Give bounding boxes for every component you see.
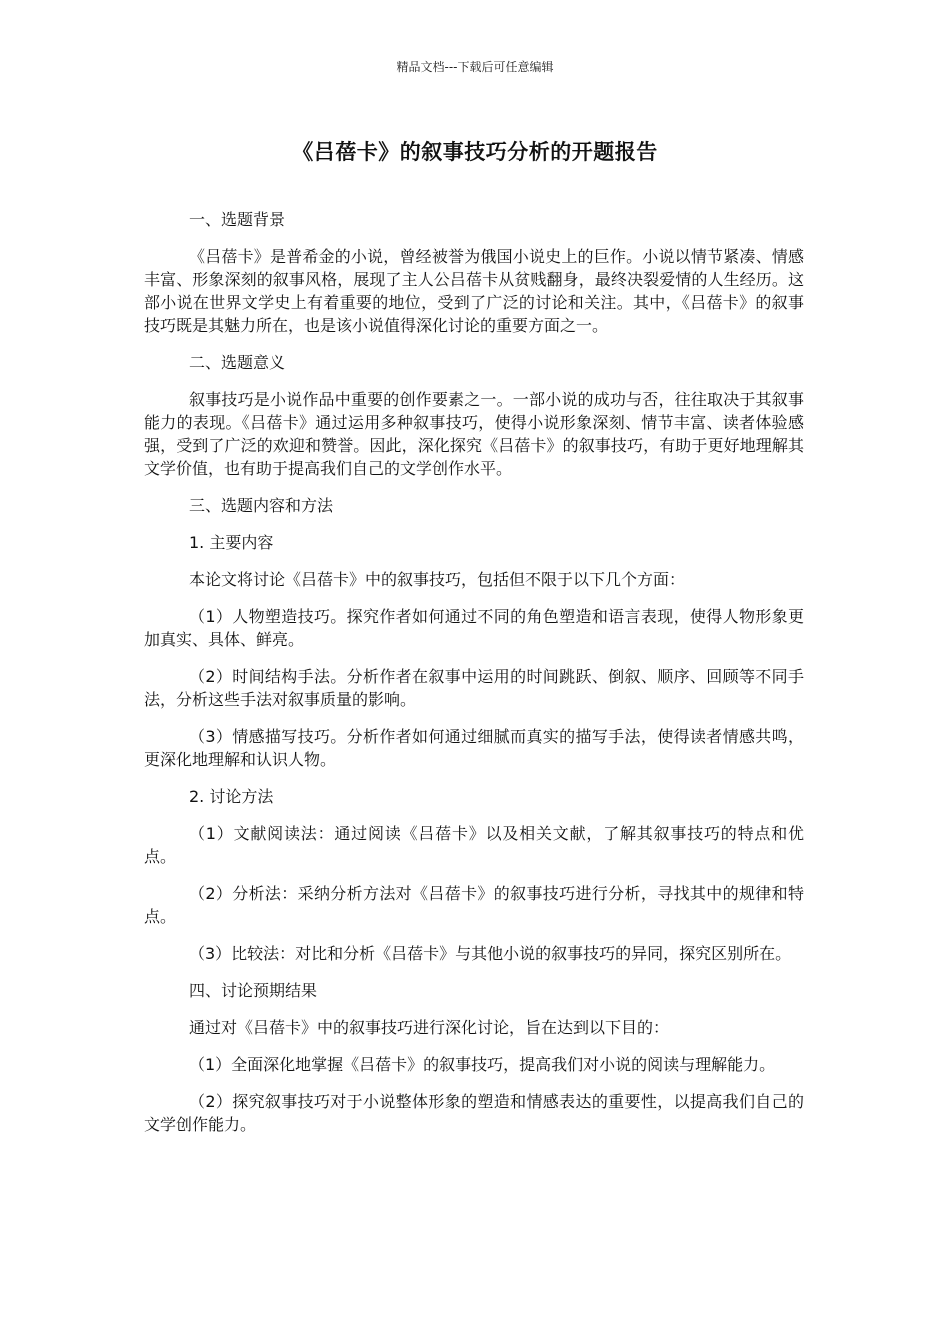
paragraph-significance: 叙事技巧是小说作品中重要的创作要素之一。一部小说的成功与否，往往取决于其叙事能力的表现。《吕蓓卡》通过运用多种叙事技巧，使得小说形象深刻、情节丰富、读者体验感强，受到了广泛的欢迎和赞誉。因此，深化探究《吕蓓卡》的叙事技巧，有助于更好地理解其文学价值，也有助于提高我们自己的文学创作水平。 (144, 390, 804, 478)
list-item: （3）情感描写技巧。分析作者如何通过细腻而真实的描写手法，使得读者情感共鸣，更深化地理解和认识人物。 (144, 727, 804, 769)
section-heading-content-methods: 三、选题内容和方法 (189, 496, 334, 515)
list-item: （3）比较法：对比和分析《吕蓓卡》与其他小说的叙事技巧的异同，探究区别所在。 (189, 944, 792, 963)
page-header: 精品文档---下载后可任意编辑 (396, 60, 554, 74)
list-item: （1）文献阅读法：通过阅读《吕蓓卡》以及相关文献，了解其叙事技巧的特点和优点。 (144, 824, 804, 866)
list-item: （2）时间结构手法。分析作者在叙事中运用的时间跳跃、倒叙、顺序、回顾等不同手法，分析这些手法对叙事质量的影响。 (144, 667, 804, 709)
list-item: （2）分析法：采纳分析方法对《吕蓓卡》的叙事技巧进行分析，寻找其中的规律和特点。 (144, 884, 804, 926)
document-title: 《吕蓓卡》的叙事技巧分析的开题报告 (292, 140, 658, 164)
list-item: （2）探究叙事技巧对于小说整体形象的塑造和情感表达的重要性，以提高我们自己的文学创作能力。 (144, 1092, 804, 1134)
list-item: （1）人物塑造技巧。探究作者如何通过不同的角色塑造和语言表现，使得人物形象更加真实、具体、鲜亮。 (144, 607, 804, 649)
section-heading-background: 一、选题背景 (189, 210, 286, 229)
list-item: （1）全面深化地掌握《吕蓓卡》的叙事技巧，提高我们对小说的阅读与理解能力。 (189, 1055, 776, 1074)
paragraph-main-content-intro: 本论文将讨论《吕蓓卡》中的叙事技巧，包括但不限于以下几个方面： (189, 570, 686, 589)
paragraph-expected-results-intro: 通过对《吕蓓卡》中的叙事技巧进行深化讨论，旨在达到以下目的： (189, 1018, 670, 1037)
document-body (144, 208, 804, 1150)
section-heading-expected-results: 四、讨论预期结果 (189, 981, 318, 1000)
subheading-main-content: 1. 主要内容 (189, 533, 274, 552)
section-heading-significance: 二、选题意义 (189, 353, 286, 372)
subheading-methods: 2. 讨论方法 (189, 787, 274, 806)
paragraph-background: 《吕蓓卡》是普希金的小说，曾经被誉为俄国小说史上的巨作。小说以情节紧凑、情感丰富、形象深刻的叙事风格，展现了主人公吕蓓卡从贫贱翻身，最终决裂爱情的人生经历。这部小说在世界文学史上有着重要的地位，受到了广泛的讨论和关注。其中，《吕蓓卡》的叙事技巧既是其魅力所在，也是该小说值得深化讨论的重要方面之一。 (144, 247, 804, 335)
